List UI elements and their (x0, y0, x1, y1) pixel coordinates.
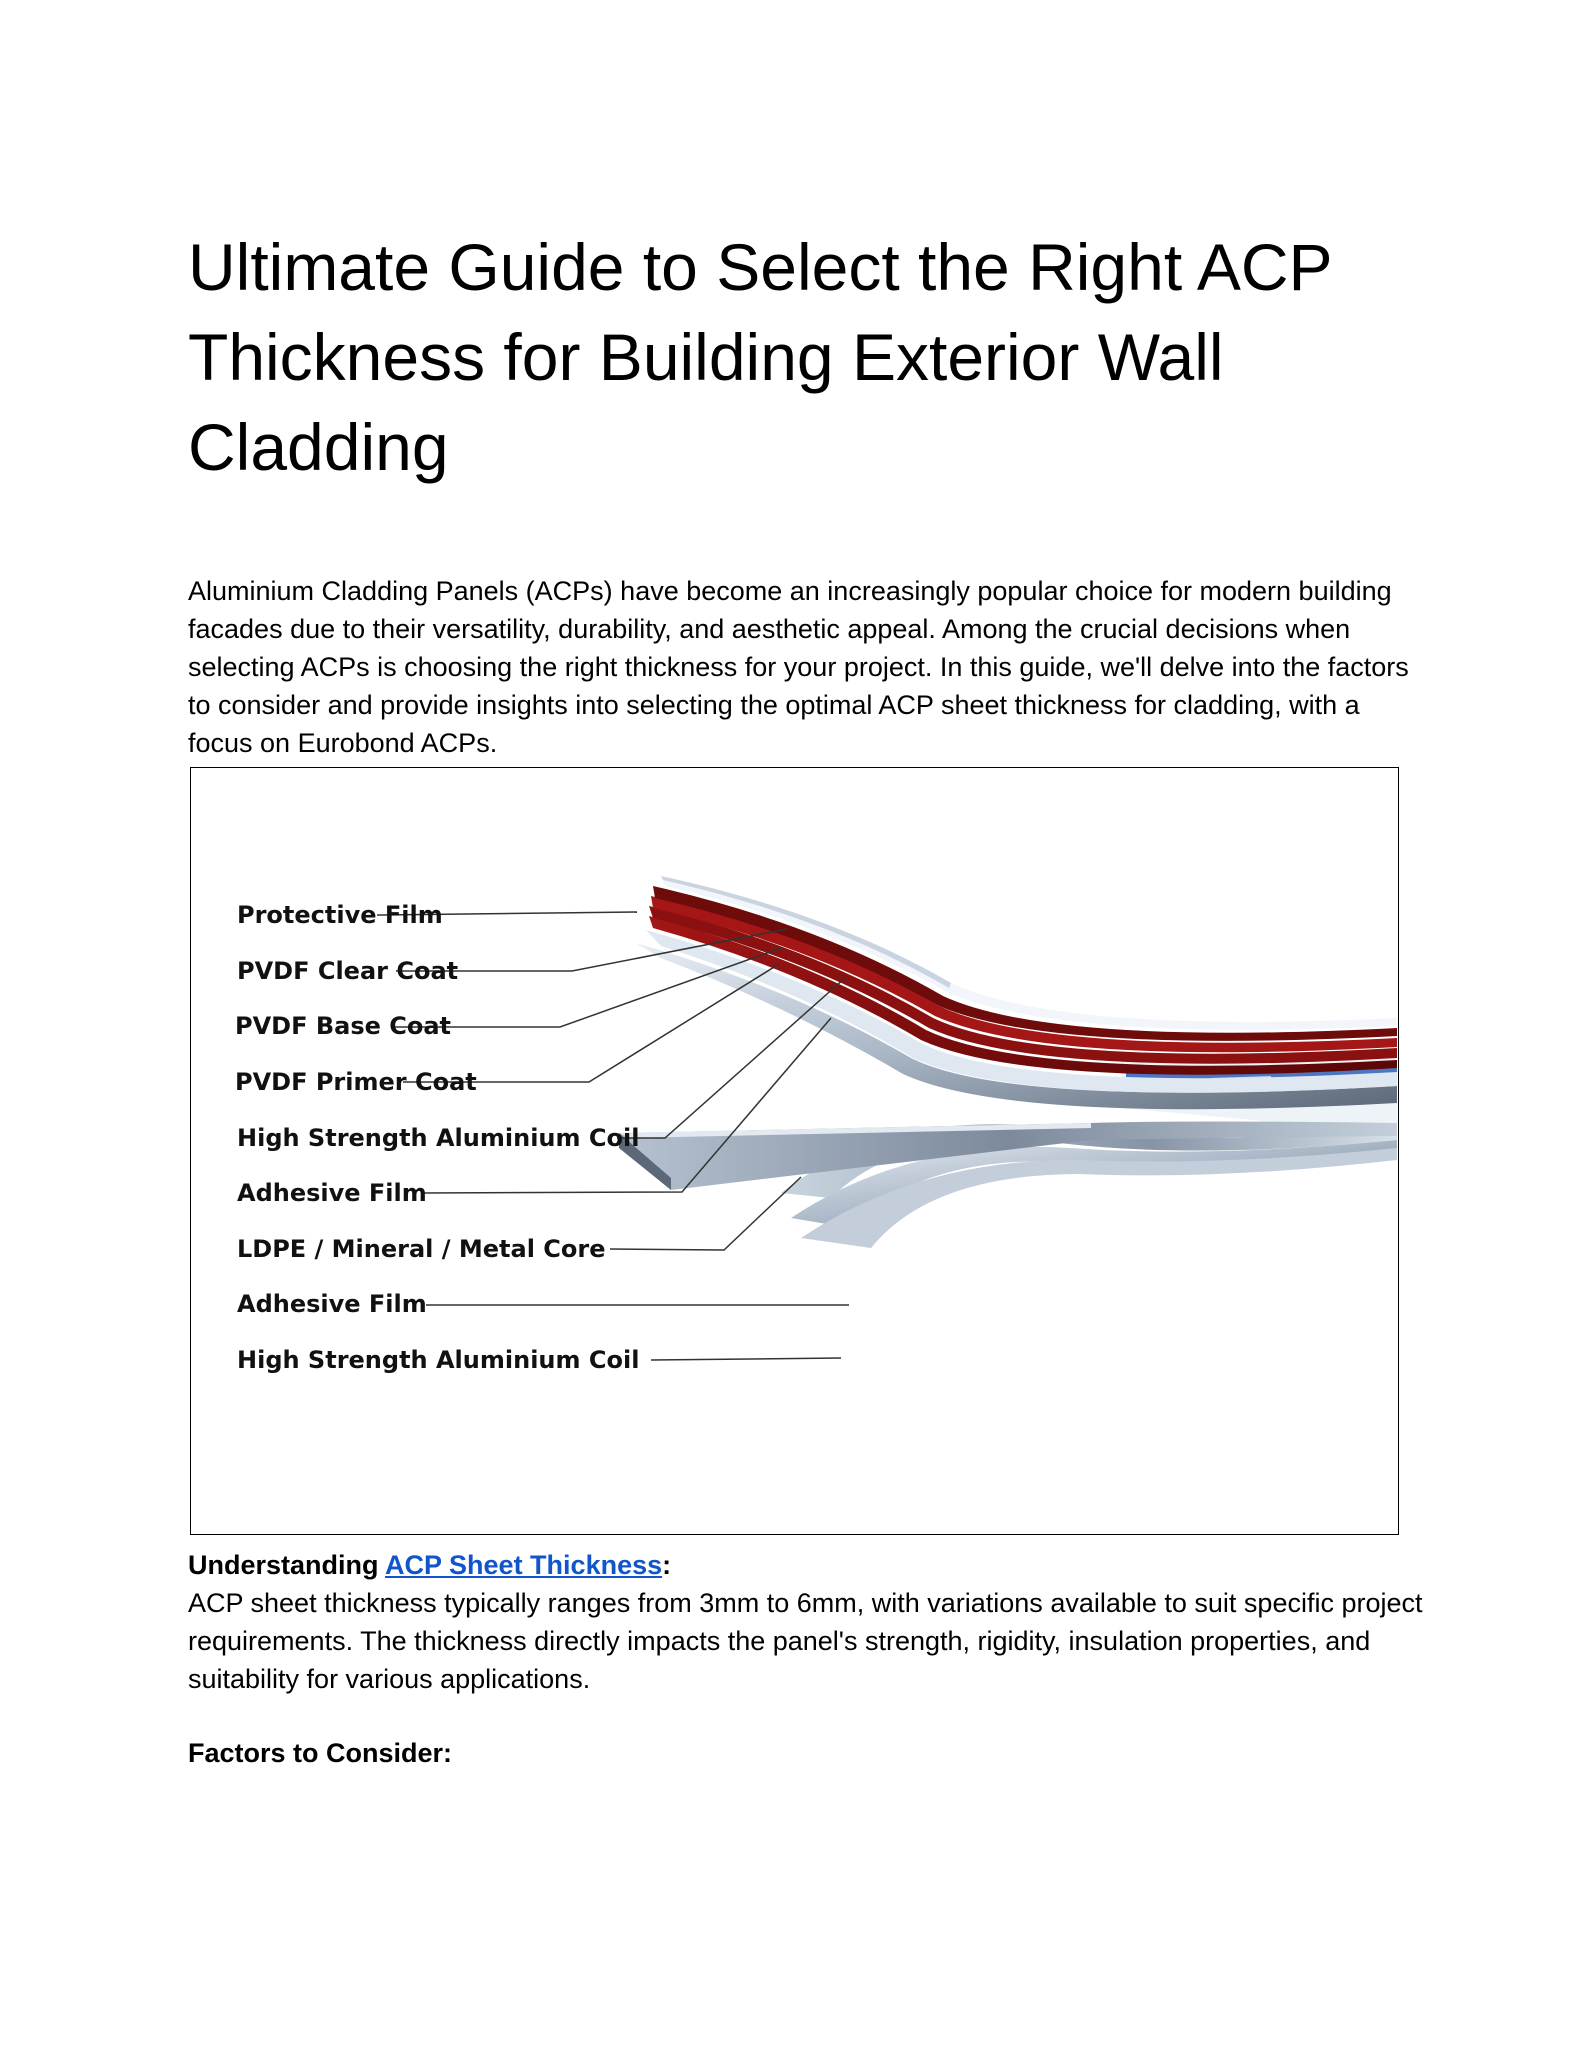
label-high-strength-aluminium-coil-bottom: High Strength Aluminium Coil (237, 1346, 640, 1374)
page-title: Ultimate Guide to Select the Right ACP Thickness for Building Exterior Wall Cladding (188, 230, 1332, 484)
layer-labels (235, 901, 639, 1374)
label-pvdf-base-coat: PVDF Base Coat (235, 1012, 452, 1040)
section-heading-prefix: Understanding (188, 1550, 386, 1580)
intro-paragraph: Aluminium Cladding Panels (ACPs) have become an increasingly popular choice for modern building facades due to their versatility, durability, and aesthetic appeal. Among the crucial decisions when selecting ACPs is choosing the right thickness for your project. In this guide, we'll delve into the factors to consider and provide insights into selecting the optimal ACP sheet thickness for cladding, with a focus on Eurobond ACPs. (188, 576, 1409, 758)
label-pvdf-primer-coat: PVDF Primer Coat (235, 1068, 477, 1096)
section-heading-suffix: : (662, 1550, 672, 1580)
label-protective-film: Protective Film (237, 901, 443, 929)
label-core: LDPE / Mineral / Metal Core (237, 1235, 606, 1263)
label-adhesive-film-bottom: Adhesive Film (237, 1290, 427, 1318)
label-high-strength-aluminium-coil-top: High Strength Aluminium Coil (237, 1124, 640, 1152)
section-body: ACP sheet thickness typically ranges from 3mm to 6mm, with variations available to suit specific project requirements. The thickness directly impacts the panel's strength, rigidity, insulation properties, and suitability for various applications. (188, 1588, 1423, 1694)
section-heading (188, 1546, 671, 1584)
factors-heading: Factors to Consider: (188, 1738, 453, 1768)
acp-sheet-thickness-link[interactable]: ACP Sheet Thickness (385, 1550, 663, 1580)
acp-layers-illustration (191, 768, 1397, 1533)
acp-layers-diagram (190, 767, 1399, 1535)
label-pvdf-clear-coat: PVDF Clear Coat (237, 957, 459, 985)
label-adhesive-film-top: Adhesive Film (237, 1179, 427, 1207)
